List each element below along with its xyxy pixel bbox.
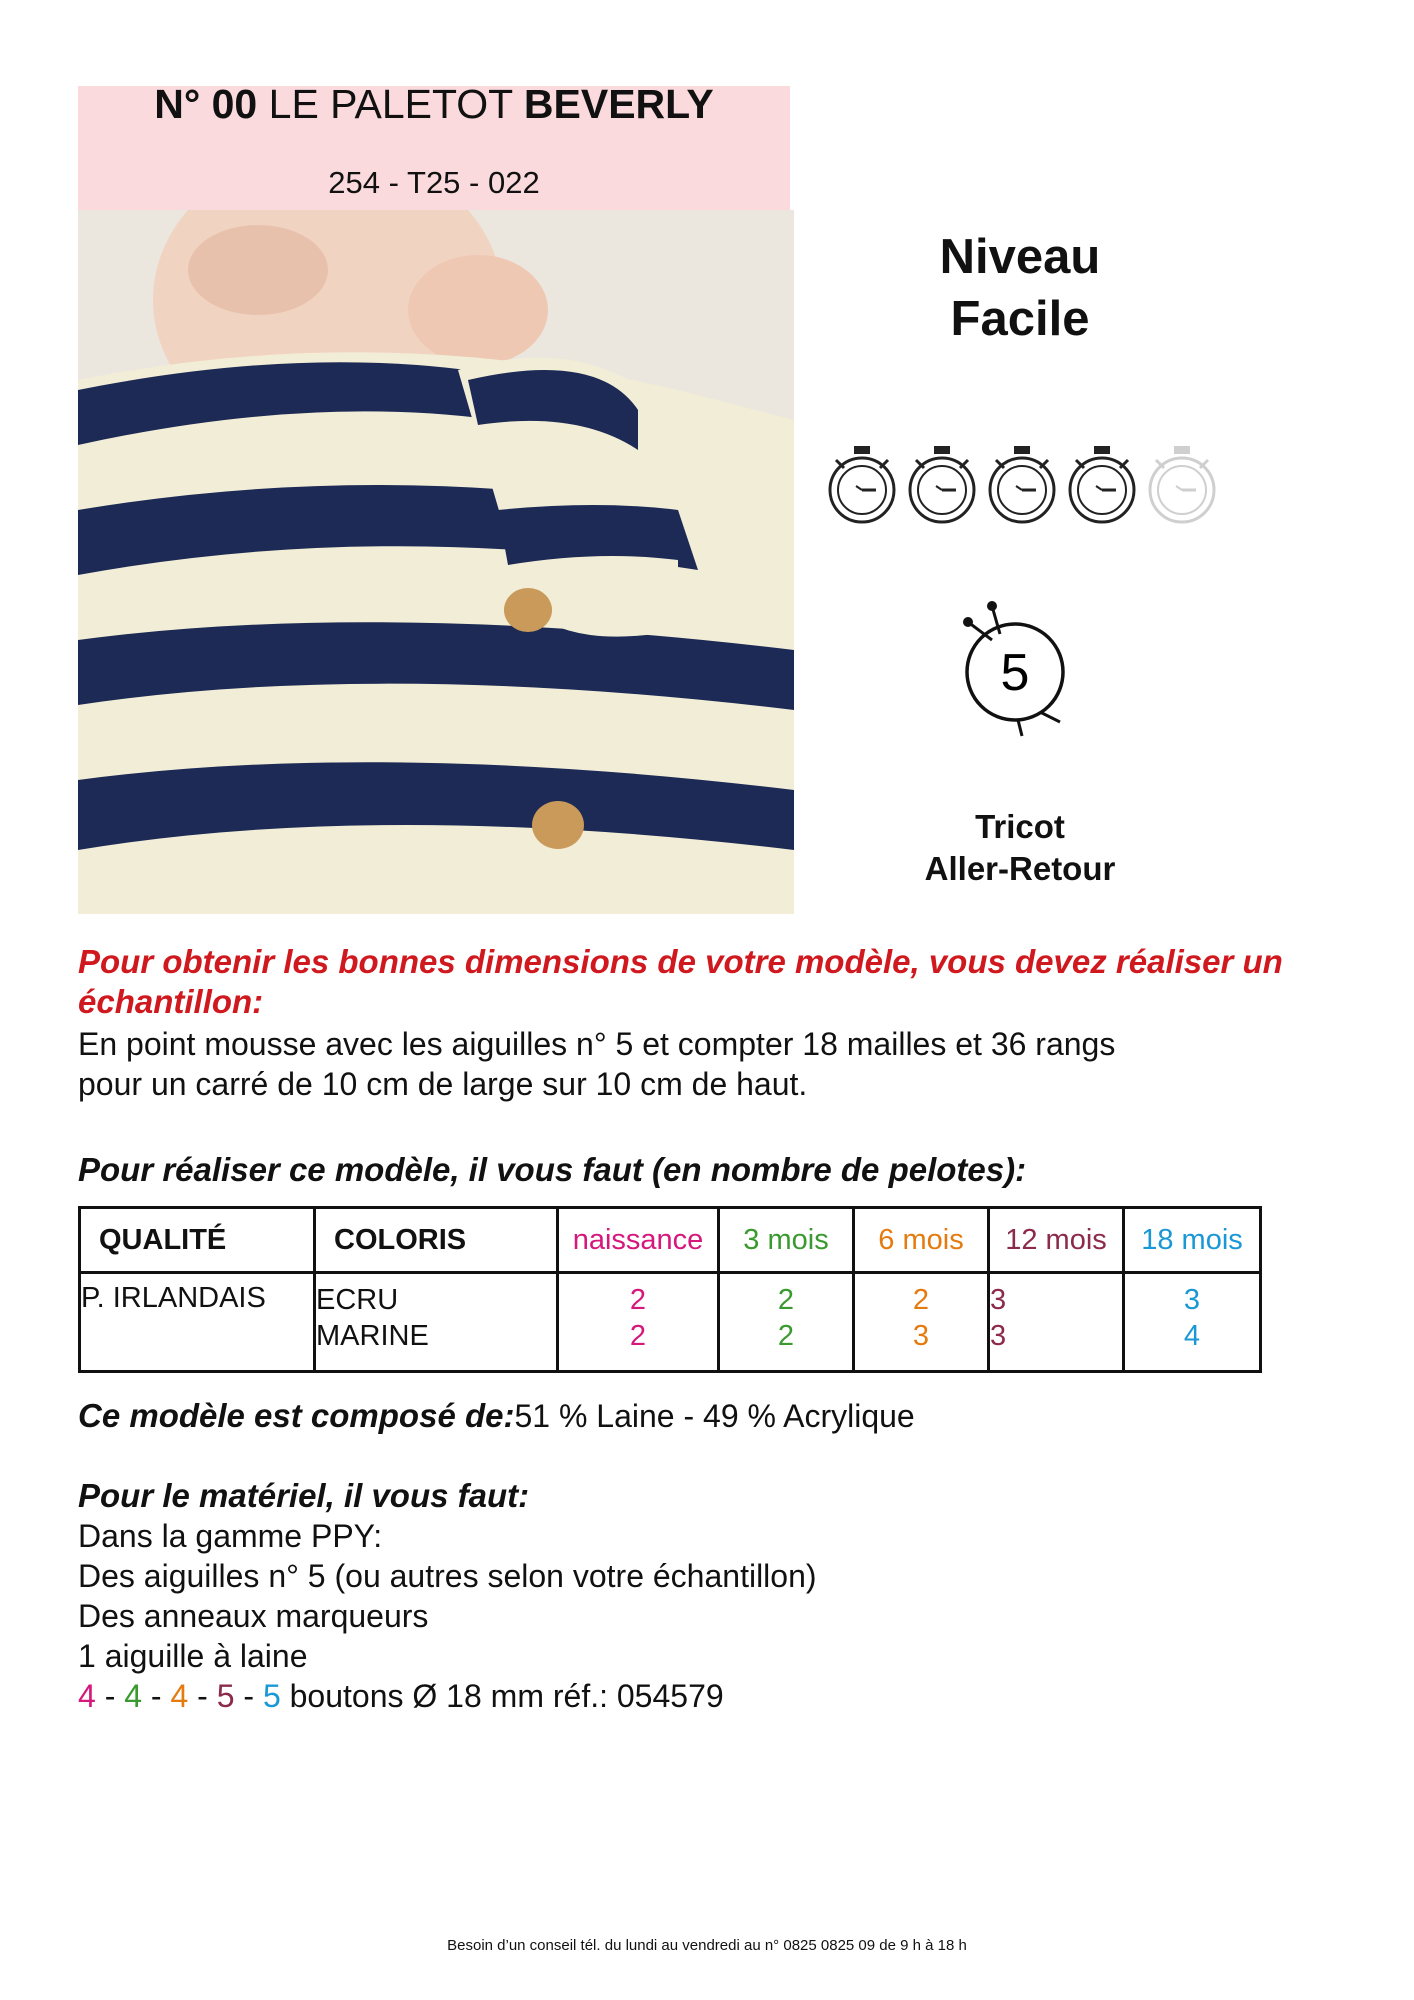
qty-cell-1: 2 2: [719, 1273, 854, 1372]
qty-cell-2: 2 3: [854, 1273, 989, 1372]
stopwatch-icon-filled: [910, 446, 974, 522]
qty-cell-0: 2 2: [558, 1273, 719, 1372]
materials-line: Des anneaux marqueurs: [78, 1598, 429, 1634]
qty-cell-3: 3 3: [989, 1273, 1124, 1372]
table-row: [80, 1273, 1261, 1372]
requirements-heading: Pour réaliser ce modèle, il vous faut (en nombre de pelotes):: [78, 1151, 1027, 1188]
col-colors: COLORIS: [315, 1208, 558, 1273]
footer-contact: Besoin d’un conseil tél. du lundi au vendredi au n° 0825 0825 09 de 9 h à 18 h: [447, 1937, 967, 1954]
col-size-3: 12 mois: [989, 1208, 1124, 1273]
composition-heading: Ce modèle est composé de:: [78, 1397, 515, 1434]
needle-size-value: 5: [1000, 644, 1030, 702]
buttons-line: 4 - 4 - 4 - 5 - 5 boutons Ø 18 mm réf.: 054579: [78, 1678, 724, 1714]
difficulty-level: Niveau Facile: [939, 230, 1101, 346]
stopwatch-icon-empty: [1150, 446, 1214, 522]
composition-value: 51 % Laine - 49 % Acrylique: [514, 1398, 915, 1434]
col-quality: QUALITÉ: [80, 1208, 315, 1273]
col-size-4: 18 mois: [1124, 1208, 1261, 1273]
pattern-title: N° 00 LE PALETOT BEVERLY: [154, 81, 714, 127]
materials-heading: Pour le matériel, il vous faut:: [78, 1477, 530, 1514]
col-size-2: 6 mois: [854, 1208, 989, 1273]
pattern-reference: 254 - T25 - 022: [328, 165, 540, 200]
stopwatch-icon-filled: [990, 446, 1054, 522]
qty-cell-4: 3 4: [1124, 1273, 1261, 1372]
materials-line: 1 aiguille à laine: [78, 1638, 308, 1674]
stopwatch-icon-filled: [830, 446, 894, 522]
materials: [78, 1476, 1318, 1716]
colors-cell: ECRU MARINE: [315, 1273, 558, 1372]
materials-line: Dans la gamme PPY:: [78, 1518, 383, 1554]
col-size-1: 3 mois: [719, 1208, 854, 1273]
product-photo: [78, 210, 794, 914]
stopwatch-icon-filled: [1070, 446, 1134, 522]
gauge-instructions: En point mousse avec les aiguilles n° 5 et compter 18 mailles et 36 rangs pour un carré de 10 cm de large sur 10 cm de haut.: [78, 1026, 1116, 1102]
yarn-table: [78, 1206, 1262, 1373]
difficulty-timers: [820, 440, 1220, 530]
materials-line: Des aiguilles n° 5 (ou autres selon votre échantillon): [78, 1558, 817, 1594]
knitting-technique: Tricot Aller-Retour: [924, 808, 1116, 887]
gauge-heading: Pour obtenir les bonnes dimensions de votre modèle, vous devez réaliser un échantillon:: [78, 943, 1283, 1020]
table-header-row: [80, 1208, 1261, 1273]
composition: [78, 1396, 1318, 1436]
col-size-0: naissance: [558, 1208, 719, 1273]
quality-cell: P. IRLANDAIS: [80, 1273, 315, 1372]
needle-size-icon: [952, 600, 1078, 740]
